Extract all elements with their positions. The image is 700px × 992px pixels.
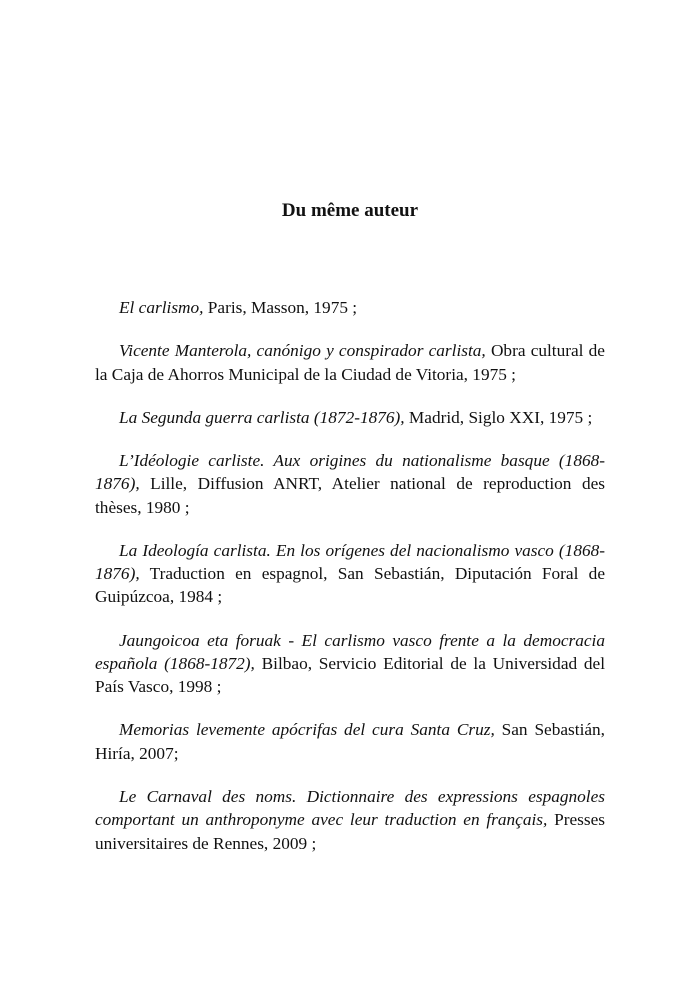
work-title: Jaungoicoa eta foruak - El carlismo vasco frente a la democracia española (1868-1872), (95, 630, 605, 673)
bibliography-list (95, 296, 605, 875)
work-title: La Ideología carlista. En los orígenes del nacionalismo vasco (1868-1876), (95, 540, 605, 583)
publication-details: Madrid, Siglo XXI, 1975 ; (404, 407, 593, 427)
publication-details: Bilbao, Servicio Editorial de la Universidad del País Vasco, 1998 ; (95, 653, 605, 697)
bibliography-entry (95, 785, 605, 855)
work-title: Vicente Manterola, canónigo y conspirador carlista, (119, 341, 486, 361)
bibliography-entry (95, 406, 605, 429)
publication-details: Obra cultural de la Caja de Ahorros Municipal de la Ciudad de Vitoria, 1975 ; (95, 341, 605, 384)
bibliography-entry (95, 339, 605, 386)
bibliography-entry (95, 629, 605, 699)
bibliography-entry (95, 296, 605, 319)
bibliography-entry (95, 718, 605, 765)
bibliography-entry (95, 539, 605, 609)
work-title: L’Idéologie carliste. Aux origines du nationalisme basque (1868-1876), (95, 450, 605, 494)
publication-details: Presses universitaires de Rennes, 2009 ; (95, 810, 605, 853)
publication-details: Lille, Diffusion ANRT, Atelier national de reproduction des thèses, 1980 ; (95, 474, 605, 517)
work-title: Le Carnaval des noms. Dictionnaire des expressions espagnoles comportant un anthroponyme avec leur traduction en français, (95, 786, 605, 830)
bibliography-entry (95, 449, 605, 519)
publication-details: San Sebastián, Hiría, 2007; (95, 720, 606, 763)
publication-details: Traduction en espagnol, San Sebastián, Diputación Foral de Guipúzcoa, 1984 ; (95, 564, 605, 607)
work-title: Memorias levemente apócrifas del cura Santa Cruz, (119, 720, 495, 740)
work-title: La Segunda guerra carlista (1872-1876), (119, 407, 405, 427)
publication-details: Paris, Masson, 1975 ; (203, 298, 358, 317)
page-title: Du même auteur (281, 200, 419, 221)
work-title: El carlismo, (119, 298, 204, 317)
